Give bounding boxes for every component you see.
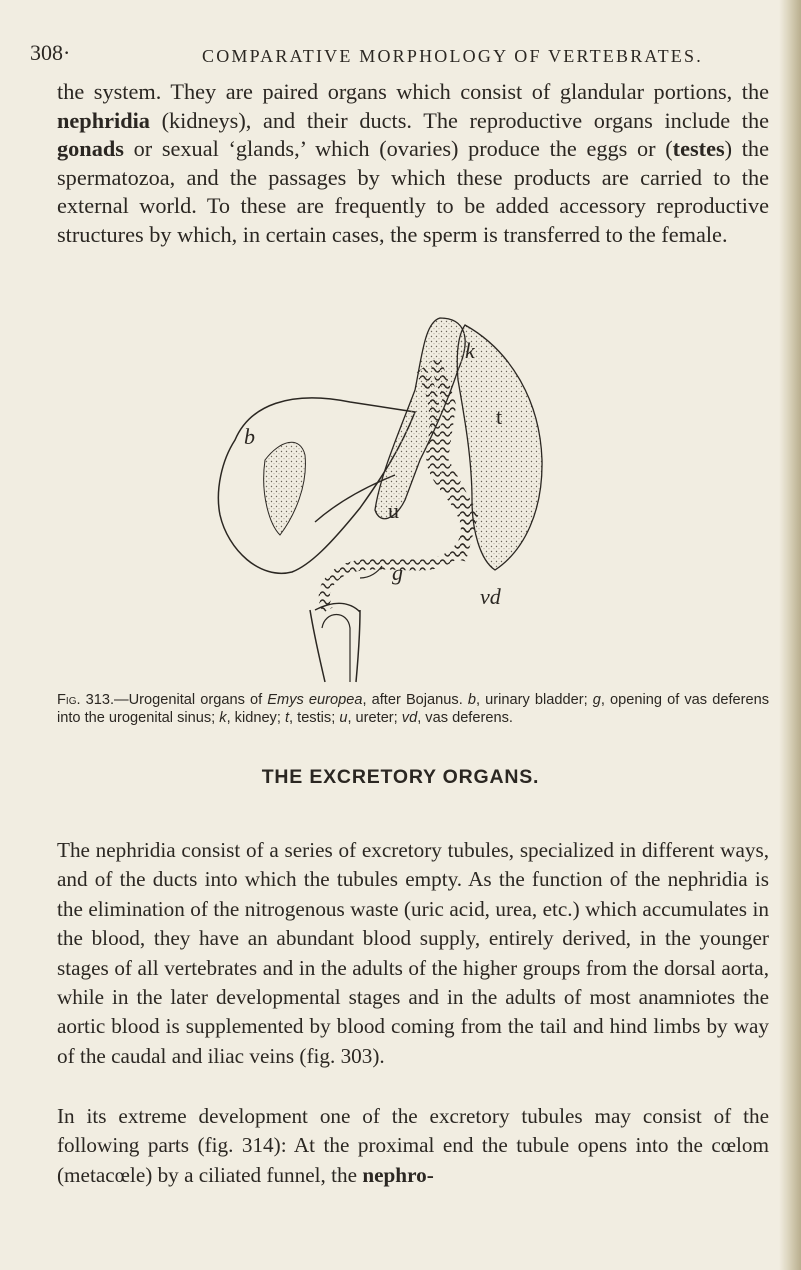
caption-key-u: u: [339, 709, 348, 726]
caption-key-vd: vd: [401, 709, 418, 726]
body-paragraph-1: The nephridia consist of a series of excretory tubules, specialized in different ways, and of the ducts into which the tubules empty. As the function of the nephridia is the elimination of the nitrogenous waste (uric acid, urea, etc.) which accumulates in the blood, they have an abundant blood supply, entirely derived, in the younger stages of all vertebrates and in the adults of the higher groups from the dorsal aorta, while in the later developmental stages and in the adults of most anamniotes the aortic blood is supplemented by blood coming from the tail and hind limbs by way of the caudal and iliac veins (fig. 303).: [57, 838, 769, 1068]
body-paragraph-2-text: In its extreme development one of the excretory tubules may consist of the following parts (fig. 314): At the proximal end the tubule opens into the cœlom (metacœle) by a ciliated funnel, the: [57, 1104, 769, 1187]
intro-text-3: or sexual ‘glands,’ which (ovaries) produce the eggs or (: [123, 136, 673, 162]
caption-species: Emys europea: [267, 692, 363, 708]
intro-text-1: the system. They are paired organs which consist of glandular portions, the: [57, 79, 769, 104]
caption-text: , kidney;: [226, 709, 285, 726]
caption-fig-number: Fig. 313.: [57, 692, 115, 708]
label-t: t: [496, 404, 503, 429]
label-b: b: [244, 424, 255, 449]
term-testes: testes: [672, 136, 725, 162]
caption-key-t: t: [284, 709, 290, 726]
caption-key-b: b: [467, 692, 476, 708]
label-k: k: [465, 338, 475, 363]
running-title: COMPARATIVE MORPHOLOGY OF VERTEBRATES.: [202, 46, 703, 66]
page-number: 308·: [30, 40, 71, 65]
intro-paragraph: [57, 78, 769, 250]
caption-text: —Urogenital organs of: [114, 692, 268, 708]
caption-text: , ureter;: [347, 709, 402, 726]
running-head: [30, 40, 770, 70]
urogenital-drawing: [210, 310, 550, 690]
term-gonads: gonads: [57, 136, 124, 162]
label-vd: vd: [480, 584, 501, 609]
caption-text: , after Bojanus.: [362, 692, 468, 708]
sinus-loop: [322, 615, 350, 683]
term-nephrostome: nephro-: [362, 1162, 434, 1187]
body-paragraph-2: [57, 1102, 769, 1190]
caption-text: , vas deferens.: [417, 709, 513, 726]
caption-key-g: g: [592, 692, 601, 708]
page-edge-shadow: [779, 0, 801, 1270]
figure-313-illustration: [210, 310, 550, 690]
section-heading: THE EXCRETORY ORGANS.: [261, 766, 540, 788]
label-g: g: [392, 560, 403, 585]
label-u: u: [388, 498, 399, 523]
intro-text-4: ) the spermatozoa, and the passages by which these products are carried to the external world. To these are frequently to be added accessory reproductive structures by which, in certain cases, the sperm is transferred to the female.: [57, 136, 769, 247]
bladder-lobe: [264, 442, 306, 535]
caption-text: , urinary bladder;: [476, 692, 593, 708]
caption-text: , testis;: [289, 709, 340, 726]
sinus-outline: [310, 603, 360, 682]
figure-caption: [57, 692, 769, 728]
caption-text: , opening of vas deferens into the urogenital sinus;: [57, 692, 770, 726]
term-nephridia: nephridia: [57, 107, 150, 133]
caption-key-k: k: [219, 709, 227, 726]
intro-text-2: (kidneys), and their ducts. The reproductive organs include the: [149, 107, 769, 133]
